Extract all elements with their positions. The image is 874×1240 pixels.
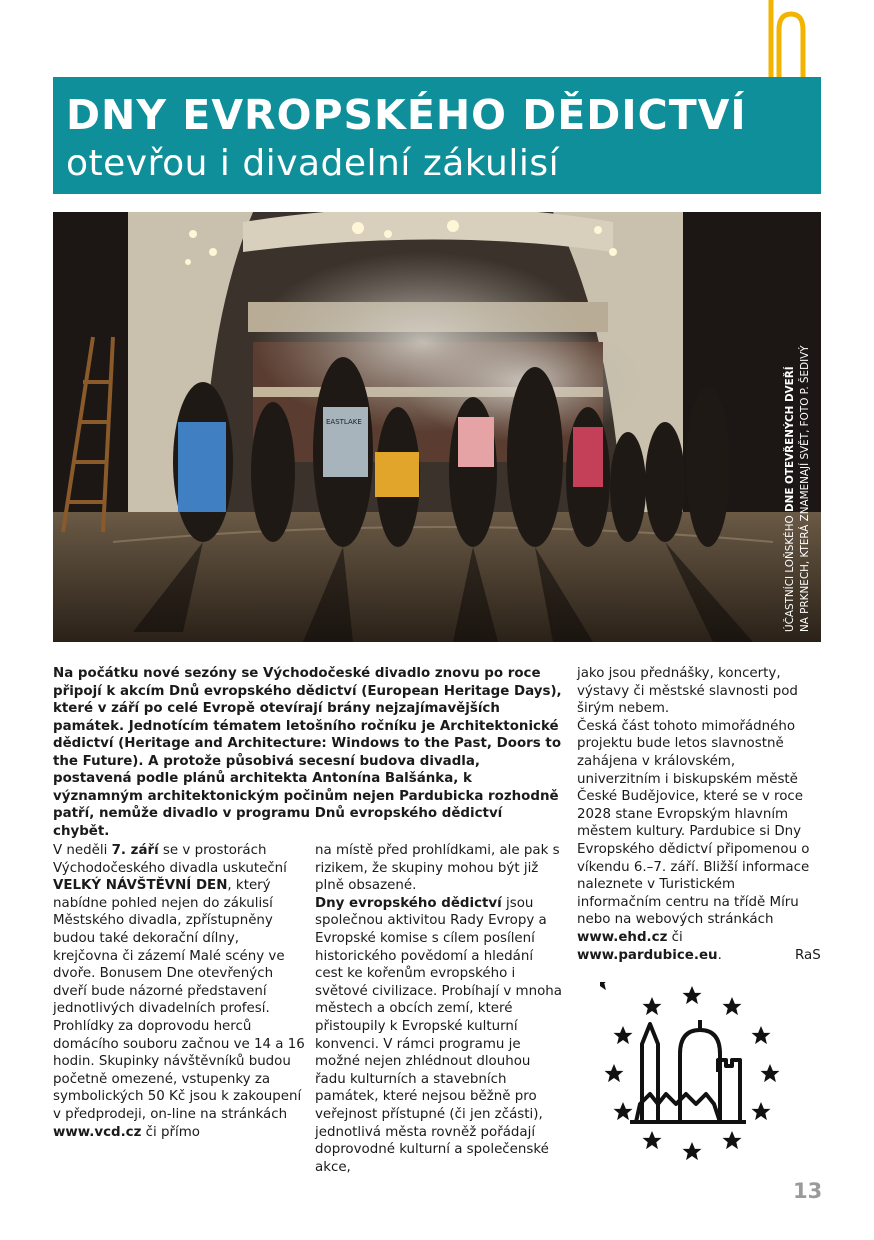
- lead-paragraph: Na počátku nové sezóny se Východočeské divadlo znovu po roce připojí k akcím Dnů evropského dědictví (European Heritage Days), které v září po celé Evropě otevírají brány nejzajímavějších památek. Jednotícím tématem letošního ročníku je Architektonické dědictví (Heritage and Architecture: Windows to the Past, Doors to the Future). A protože působivá secesní budova divadla, postavená podle plánů architekta Antonína Balšánka, k významným architektonickým počinům nejen Pardubicka rozhodně patří, nemůže divadlo v programu Dnů evropského dědictví chybět.: [53, 666, 562, 839]
- link-pardubice[interactable]: www.pardubice.eu: [577, 947, 718, 963]
- heritage-logo-icon: [600, 982, 784, 1162]
- page-title: DNY EVROPSKÉHO DĚDICTVÍ: [66, 91, 747, 139]
- title-banner: [53, 77, 821, 194]
- column-3: jako jsou přednášky, koncerty, výstavy či městské slavnosti pod širým nebem. Česká část tohoto mimořádného projektu bude letos slavnostně zahájena v královském, univerzitním i biskupském městě České Budějovice, které se v roce 2028 stane Evropským hlavním městem kultury. Pardubice si Dny Evropského dědictví připomenou o víkendu 6.–7. září. Bližší informace naleznete v Turistickém informačním centru na třídě Míru nebo na webových stránkách www.ehd.cz či www.pardubice.eu.: [577, 666, 810, 963]
- column-1: V neděli 7. září se v prostorách Východočeského divadla uskuteční VELKÝ NÁVŠTĚVNÍ DEN, který nabídne pohled nejen do zákulisí Městského divadla, zpřístupněny budou také dekorační dílny, krejčovna či zázemí Malé scény ve dvoře. Bonusem Dne otevřených dveří bude názorné představení jednotlivých divadelních profesí. Prohlídky za doprovodu herců domácího souboru začnou ve 14 a 16 hodin. Skupinky návštěvníků budou početně omezené, vstupenky za symbolických 50 Kč jsou k zakoupení v předprodeji, on-line na stránkách www.vcd.cz či přímo: [53, 843, 305, 1140]
- photo-caption: ÚČASTNÍCI LOŇSKÉHO DNE OTEVŘENÝCH DVEŘÍ NA PRKNECH, KTERÁ ZNAMENAJÍ SVĚT, FOTO P. ŠEDIVÝ: [784, 345, 811, 632]
- author-signature: RaS: [795, 948, 821, 963]
- link-ehd[interactable]: www.ehd.cz: [577, 929, 668, 945]
- page-subtitle: otevřou i divadelní zákulisí: [66, 143, 560, 184]
- link-vcd[interactable]: www.vcd.cz: [53, 1124, 142, 1140]
- page-number: 13: [793, 1179, 823, 1203]
- column-2: na místě před prohlídkami, ale pak s rizikem, že skupiny mohou být již plně obsazené. Dny evropského dědictví jsou společnou aktivitou Rady Evropy a Evropské komise s cílem posílení historického povědomí a hledání cest ke kořenům evropského i světové civilizace. Probíhají v mnoha městech a obcích zemí, které přistoupily k Evropské kulturní konvenci. V rámci programu je možné nejen zhlédnout dlouhou řadu kulturních a stavebních památek, které nejsou běžně pro veřejnost přístupné (či jen zčásti), jednotlivá města rovněž pořádají doprovodné kulturní a společenské akce,: [315, 843, 562, 1175]
- shirt-text: EASTLAKE: [326, 418, 362, 426]
- theatre-stage-photo: [53, 212, 821, 642]
